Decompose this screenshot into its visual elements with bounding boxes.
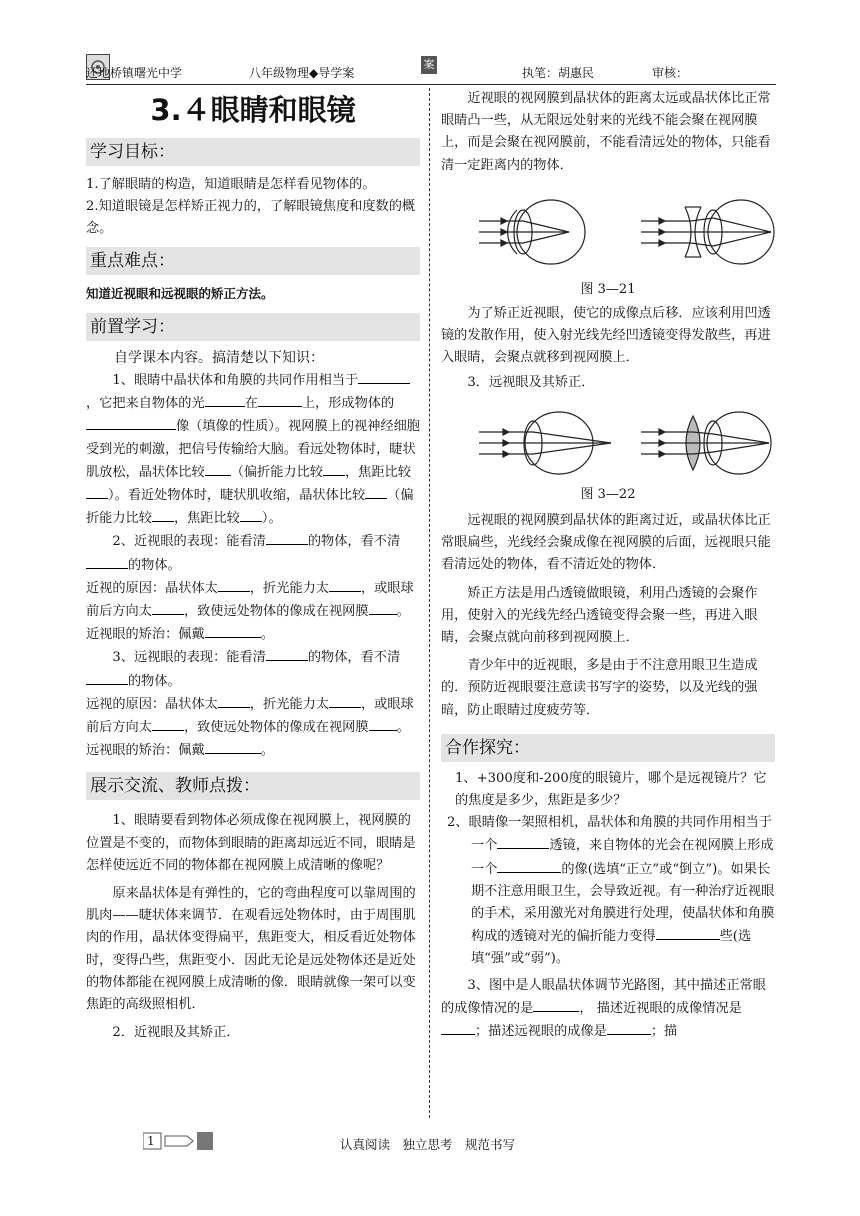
preview-q2-cause: 近视的原因：晶状体太 ，折光能力太 ，或眼球前后方向太 ，致使远处物体的像成在视网膜 。 近视眼的矫治：佩戴 。 [86,577,420,647]
page-header [86,52,776,86]
preview-q2: 2、近视眼的表现：能看清 的物体，看不清的物体。 [86,530,420,576]
hyperopia-heading: 3．远视眼及其矫正． [467,374,595,390]
answer-blank[interactable] [86,415,176,430]
page-title: 3.４眼睛和眼镜 [150,93,356,127]
footer-motto: 认真阅读 独立思考 规范书写 [340,1137,516,1152]
answer-blank[interactable] [152,716,184,731]
answer-blank[interactable] [497,858,561,873]
answer-blank[interactable] [86,670,128,685]
answer-blank[interactable] [329,693,361,708]
answer-blank[interactable] [369,716,397,731]
column-divider [429,88,430,1118]
section-cooperate-heading: 合作探究： [441,734,775,762]
answer-blank[interactable] [497,834,549,849]
answer-blank[interactable] [329,577,361,592]
answer-blank[interactable] [365,484,387,499]
answer-blank[interactable] [86,554,128,569]
section-exchange-heading: 展示交流、教师点拨： [86,772,420,800]
corrected-hyperopic-eye-figure [641,412,771,474]
answer-blank[interactable] [205,623,261,638]
page-number: 1 [147,1134,155,1148]
myopia-description: 近视眼的视网膜到晶状体的距离太远或晶状体比正常眼睛凸一些，从无限远处射来的光线不能会聚在视网膜上，而是会聚在视网膜前，不能看清远处的物体，只能看清一定距离内的物体． [441,91,771,173]
cooperate-q3: 3、图中是人眼晶状体调节光路图，其中描述正常眼的成像情况的是 ， 描述近视眼的成像情况是；描述远视眼的成像是 ；描 [441,977,766,1040]
answer-blank[interactable] [266,530,308,545]
answer-blank[interactable] [358,369,410,384]
answer-blank[interactable] [218,693,250,708]
answer-blank[interactable] [369,600,397,615]
answer-blank[interactable] [533,997,579,1012]
myopia-diagram [441,191,775,273]
preview-q3: 3、远视眼的表现：能看清 的物体，看不清的物体。 [86,646,420,692]
answer-blank[interactable] [205,461,231,476]
section-objectives-heading: 学习目标： [86,138,420,166]
preview-intro: 自学课本内容。搞清楚以下知识： [114,349,324,366]
left-column [86,88,420,1045]
answer-blank[interactable] [266,646,308,661]
hyperopia-diagram [441,404,775,482]
myopia-correction: 为了矫正近视眼，使它的成像点后移．应该利用凹透镜的发散作用，使入射光线先经凹透镜变得发散些，再进入眼睛，会聚点就移到视网膜上． [441,306,771,366]
preview-q3-cause: 远视的原因：晶状体太 ，折光能力太 ，或眼球前后方向太 ，致使远处物体的像成在视网膜 。 远视眼的矫治：佩戴 。 [86,693,420,763]
school-name: 还地桥镇曙光中学 [86,66,183,80]
preview-q1: 1、眼睛中晶状体和角膜的共同作用相当于，它把来自物体的光 在 上，形成物体的像（填像的性质）。视网膜上的视神经细胞受到光的刺激，把信号传输给大脑。看远处物体时，睫状肌放松，晶状体比较 （偏折能力比较 ，焦距比较）。看近处物体时，睫状肌收缩，晶状体比较 （偏折能力比较 ，焦距比较 ）。 [86,369,420,530]
right-column [441,88,775,1043]
corrected-myopic-eye-figure [641,200,774,264]
figure-caption: 图 3—22 [580,486,636,502]
exchange-paragraph: 1、眼睛要看到物体必须成像在视网膜上，视网膜的位置是不变的，而物体到眼睛的距离却远近不同，眼睛是怎样使远近不同的物体都在视网膜上成清晰的像呢？ [86,813,416,873]
answer-blank[interactable] [607,1020,651,1035]
cooperate-q1: 1、+300度和-200度的眼镜片，哪个是远视镜片？它的焦度是多少，焦距是多少？ [455,770,767,809]
key-points-text: 知道近视眼和远视眼的矫正方法。 [86,285,274,301]
answer-blank[interactable] [218,577,250,592]
objective-item: 1.了解眼睛的构造，知道眼睛是怎样看见物体的。 [86,177,376,192]
objective-item: 2.知道眼镜是怎样矫正视力的，了解眼镜焦度和度数的概念。 [86,199,416,237]
course-name: 八年级物理◆导学案 [249,66,355,80]
myopic-eye-figure [479,200,585,264]
exchange-paragraph: 2．近视眼及其矫正． [112,1025,240,1041]
answer-blank[interactable] [323,461,345,476]
hyperopia-correction: 矫正方法是用凸透镜做眼镜，利用凸透镜的会聚作用，使射入的光线先经凸透镜变得会聚一些，再进入眼睛，会聚点就向前移到视网膜上． [441,585,758,646]
reviewer: 审核： [652,66,689,80]
answer-blank[interactable] [441,1020,475,1035]
answer-blank[interactable] [240,507,262,522]
section-keypoints-heading: 重点难点： [86,247,420,275]
answer-blank[interactable] [258,392,302,407]
answer-blank[interactable] [205,739,261,754]
answer-blank[interactable] [205,392,245,407]
cooperate-q2: 2、眼睛像一架照相机，晶状体和角膜的共同作用相当于一个 透镜，来自物体的光会在视网膜上形成一个 的像(选填“正立”或“倒立”)。如果长期不注意用眼卫生，会导致近视。有一种治疗近视眼的手术，采用激光对角膜进行处理，使晶状体和角膜构成的透镜对光的偏折能力变得 些(选填“强”或“弱”)。 [447,815,775,967]
header-rule [86,84,776,85]
exchange-paragraph: 原来晶状体是有弹性的，它的弯曲程度可以靠周围的肌肉——睫状体来调节．在观看远处物体时，由于周围肌肉的作用，晶状体变得扁平，焦距变大，相反看近处物体时，变得凸些，焦距变小．因此无论是远处物体还是近处的物体都能在视网膜上成清晰的像．眼睛就像一架可以变焦距的高级照相机． [86,886,416,1013]
answer-blank[interactable] [86,484,108,499]
prevention-paragraph: 青少年中的近视眼，多是由于不注意用眼卫生造成的．预防近视眼要注意读书写字的姿势，以及光线的强暗，防止眼睛过度疲劳等． [441,658,758,718]
answer-blank[interactable] [152,507,174,522]
document-mark-icon: 案 [421,56,437,74]
author: 执笔：胡惠民 [522,66,595,80]
section-preview-heading: 前置学习： [86,313,420,341]
answer-blank[interactable] [152,600,184,615]
hyperopic-eye-figure [479,412,611,474]
figure-caption: 图 3—21 [580,281,636,297]
answer-blank[interactable] [656,925,720,940]
hyperopia-description: 远视眼的视网膜到晶状体的距离过近，或晶状体比正常眼扁些，光线经会聚成像在视网膜的后面，远视眼只能看清远处的物体，看不清近处的物体． [441,513,771,573]
